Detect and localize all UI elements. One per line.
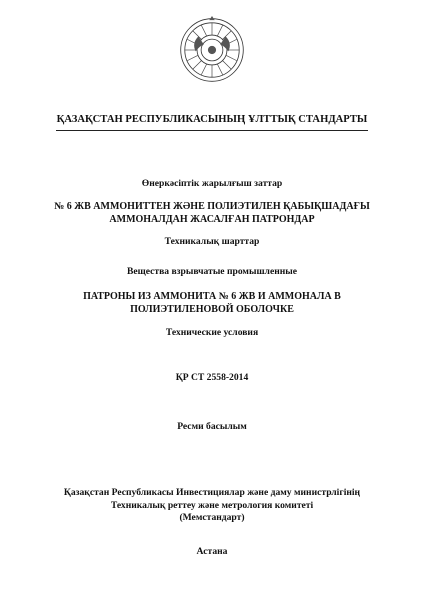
publisher-line2: Техникалық реттеу және метрология комитеті xyxy=(110,499,314,511)
standard-code: ҚР СТ 2558-2014 xyxy=(175,372,249,383)
kz-subtitle: Техникалық шарттар xyxy=(164,236,260,247)
kz-title-line1: № 6 ЖВ АММОНИТТЕН ЖӘНЕ ПОЛИЭТИЛЕН ҚАБЫҚШАДАҒЫ xyxy=(54,201,370,212)
kz-title xyxy=(24,200,400,226)
kz-title-line2: АММОНАЛДАН ЖАСАЛҒАН ПАТРОНДАР xyxy=(109,214,315,225)
ru-title-line2: ПОЛИЭТИЛЕНОВОЙ ОБОЛОЧКЕ xyxy=(130,304,294,315)
ru-title-line1: ПАТРОНЫ ИЗ АММОНИТА № 6 ЖВ И АММОНАЛА В xyxy=(83,291,341,302)
publisher-block xyxy=(24,487,400,525)
ru-category: Вещества взрывчатые промышленные xyxy=(126,266,298,277)
ru-subtitle: Технические условия xyxy=(165,327,259,338)
publisher-line3: (Мемстандарт) xyxy=(179,512,245,523)
header-underline xyxy=(56,130,368,131)
ru-title xyxy=(24,290,400,316)
official-edition: Ресми басылым xyxy=(177,421,247,432)
national-standard-header: ҚАЗАҚСТАН РЕСПУБЛИКАСЫНЫҢ ҰЛТТЫҚ СТАНДАРТЫ xyxy=(56,114,368,125)
publication-city: Астана xyxy=(196,546,228,557)
kz-category: Өнеркәсіптік жарылғыш заттар xyxy=(141,178,283,189)
publisher-line1: Қазақстан Республикасы Инвестициялар және даму министрлігінің xyxy=(63,487,361,498)
kazakhstan-state-emblem-icon xyxy=(178,16,246,84)
